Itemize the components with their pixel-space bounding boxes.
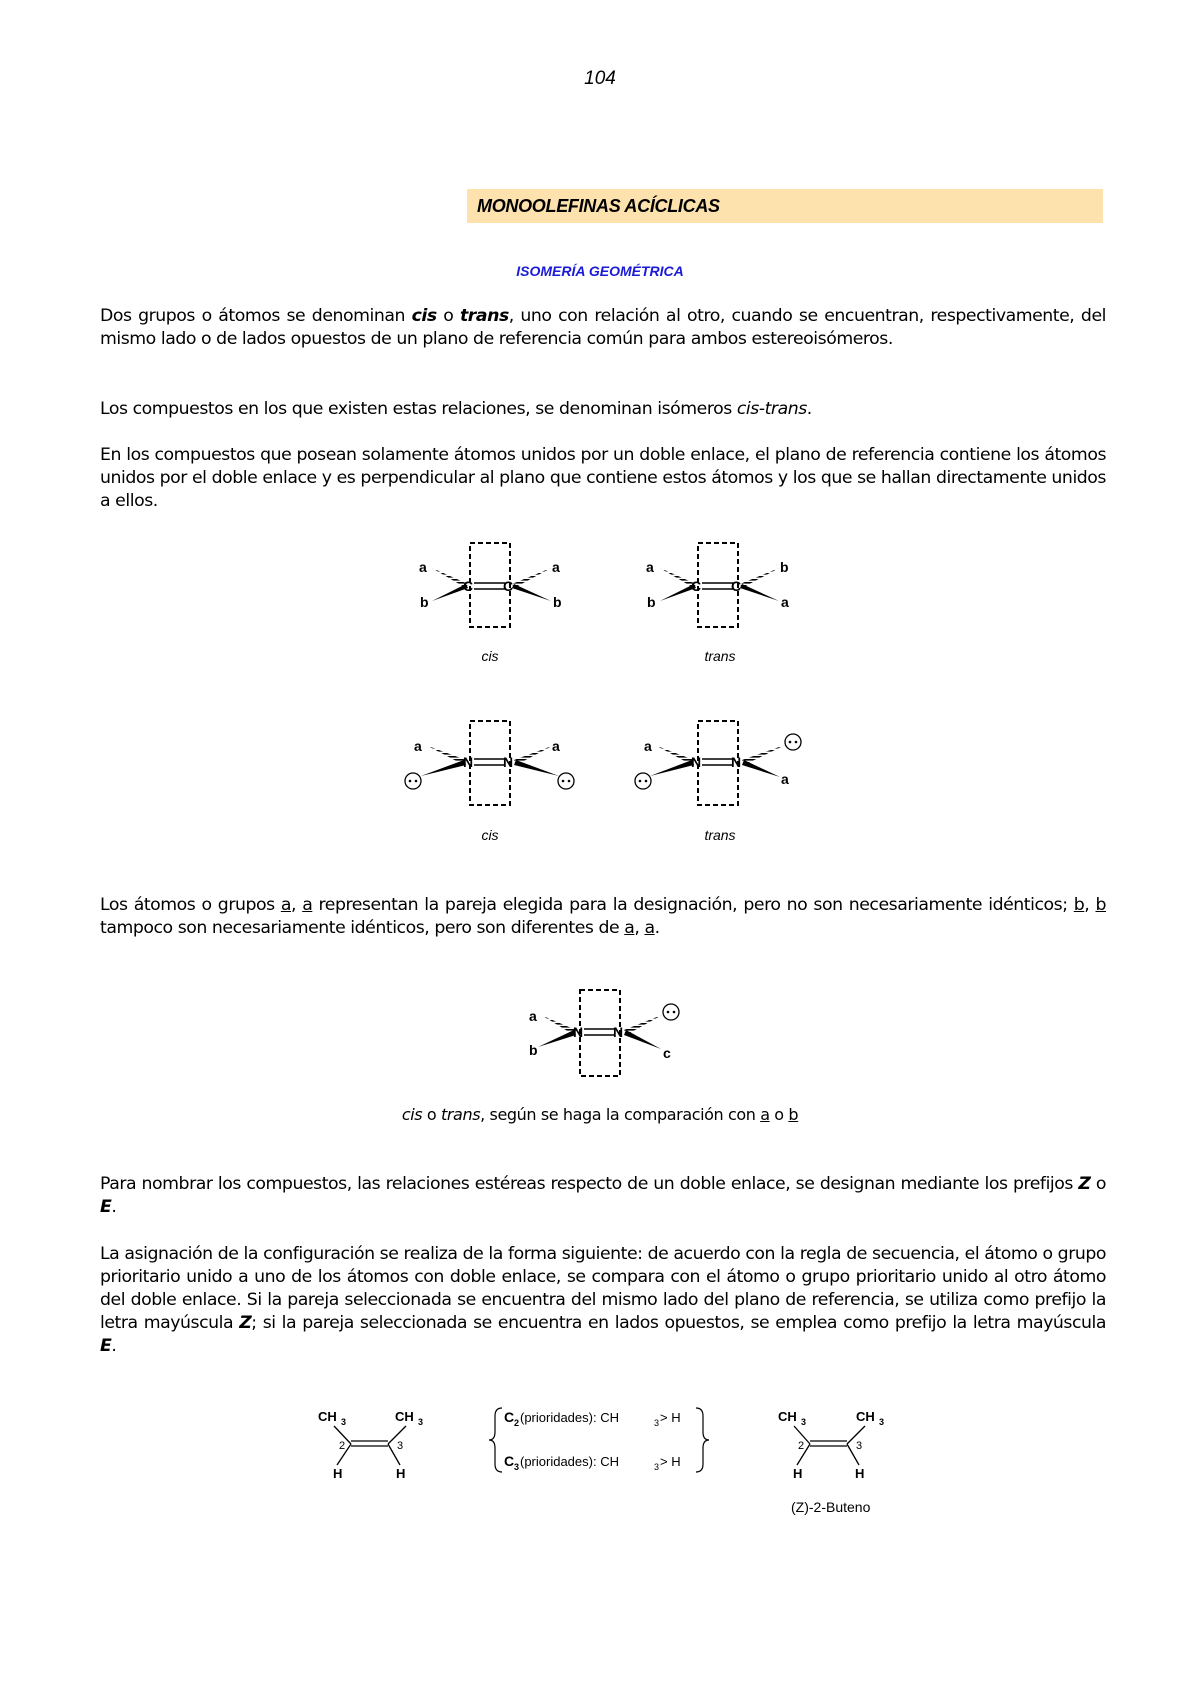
underlined-a: a	[624, 918, 635, 938]
butene-diagram	[300, 1390, 920, 1530]
text: tampoco son necesariamente idénticos, pero son diferentes de	[100, 918, 625, 938]
text: (prioridades): CH	[520, 1454, 619, 1469]
text: > H	[660, 1454, 681, 1469]
text: 3	[341, 1417, 347, 1427]
paragraph-assignment	[100, 1243, 1106, 1358]
text: C	[504, 1453, 515, 1469]
substituent-b: b	[647, 594, 656, 610]
text: 2	[339, 1440, 346, 1452]
text: > H	[660, 1410, 681, 1425]
text: ; si la pareja seleccionada se encuentra en lados opuestos, se emplea como prefijo la letra mayúscula	[251, 1313, 1106, 1333]
lone-pair-dot	[639, 780, 642, 783]
page-number: 104	[584, 68, 616, 89]
text: H	[396, 1466, 406, 1481]
text: Dos grupos o átomos se denominan	[100, 306, 412, 326]
text: H	[855, 1466, 865, 1481]
underlined-a: a	[760, 1105, 770, 1124]
text: , uno con relación al otro, cuando se encuentran, respectivamente, del mismo lado o de lados opuestos de un plano de referencia común para ambos estereoisómeros.	[100, 306, 1106, 349]
atom-c: C	[463, 578, 474, 594]
atom-n: N	[613, 1024, 624, 1040]
text: 3	[397, 1440, 404, 1452]
underlined-a: a	[644, 918, 655, 938]
text: 3	[514, 1462, 520, 1472]
text: CH	[395, 1409, 414, 1424]
text: CH	[318, 1409, 337, 1424]
diagram-trans-cc	[660, 543, 779, 627]
lone-pair-dot	[415, 780, 418, 783]
text: .	[806, 399, 812, 419]
term-trans: trans	[460, 306, 509, 326]
atom-n: N	[573, 1024, 584, 1040]
substituent-a: a	[552, 559, 560, 575]
text: Los átomos o grupos	[100, 895, 281, 915]
text: 2	[798, 1440, 805, 1452]
text: trans	[441, 1105, 481, 1124]
text: , según se haga la comparación con	[480, 1105, 761, 1124]
text: CH	[856, 1409, 875, 1424]
butene-structure-left	[318, 1409, 423, 1481]
text: representan la pareja elegida para la designación, pero no son necesariamente idénticos;	[312, 895, 1074, 915]
text: .	[111, 1336, 117, 1356]
text: 3	[801, 1417, 807, 1427]
text: Para nombrar los compuestos, las relaciones estéreas respecto de un doble enlace, se designan mediante los prefijos	[100, 1174, 1079, 1194]
text: 3	[879, 1417, 885, 1427]
substituent-a: a	[781, 594, 789, 610]
label-cis: cis	[481, 648, 499, 664]
substituent-a: a	[646, 559, 654, 575]
text: 2	[514, 1418, 520, 1428]
label-trans: trans	[704, 648, 736, 664]
substituent-a: a	[419, 559, 427, 575]
underlined-a: a	[280, 895, 291, 915]
text: La asignación de la configuración se realiza de la forma siguiente: de acuerdo con la regla de secuencia, el átomo o grupo prioritario unido a uno de los átomos con doble enlace, se compara con el átomo o grupo prioritario unido al otro átomo del doble enlace. Si la pareja seleccionada se encuentra del mismo lado del plano de referencia, se utiliza como prefijo la letra mayúscula	[100, 1244, 1106, 1333]
text: o	[1090, 1174, 1107, 1194]
text: o	[436, 306, 460, 326]
text: H	[793, 1466, 803, 1481]
text: ,	[290, 895, 303, 915]
text: 3	[418, 1417, 424, 1427]
text: 3	[654, 1418, 660, 1428]
paragraph-prefixes	[100, 1173, 1106, 1219]
text: 3	[654, 1462, 660, 1472]
substituent-a: a	[781, 771, 789, 787]
label-cis: cis	[481, 827, 499, 843]
label-trans: trans	[704, 827, 736, 843]
paragraph-definition	[100, 305, 1106, 351]
lone-pair-dot	[645, 780, 648, 783]
text: 3	[856, 1440, 863, 1452]
substituent-a: a	[529, 1008, 537, 1024]
prefix-e: E	[100, 1197, 112, 1217]
atom-n: N	[731, 754, 742, 770]
geometric-isomer-diagrams	[0, 530, 1200, 860]
lone-pair-dot	[562, 780, 565, 783]
text: o	[769, 1105, 789, 1124]
lone-pair-dot	[409, 780, 412, 783]
substituent-c: c	[663, 1045, 671, 1061]
substituent-b: b	[553, 594, 562, 610]
text: H	[333, 1466, 343, 1481]
underlined-b: b	[1095, 895, 1106, 915]
term-cis-trans: cis-trans	[736, 399, 807, 419]
diagram-cis-nn	[405, 721, 574, 805]
atom-c: C	[691, 578, 702, 594]
subsection-title: ISOMERÍA GEOMÉTRICA	[516, 263, 684, 279]
priority-braces	[489, 1408, 709, 1472]
substituent-b: b	[420, 594, 429, 610]
paragraph-pair-note	[100, 894, 1106, 940]
text: ,	[1084, 895, 1096, 915]
atom-n: N	[503, 754, 514, 770]
atom-n: N	[463, 754, 474, 770]
section-title: MONOOLEFINAS ACÍCLICAS	[467, 189, 1103, 223]
diagram-nn-abc	[500, 980, 720, 1080]
prefix-e: E	[100, 1336, 112, 1356]
paragraph-cis-trans	[100, 398, 1106, 421]
atom-n: N	[691, 754, 702, 770]
text: o	[422, 1105, 441, 1124]
text: C	[504, 1409, 515, 1425]
paragraph-reference-plane: En los compuestos que posean solamente átomos unidos por un doble enlace, el plano de referencia contiene los átomos unidos por el doble enlace y es perpendicular al plano que contiene estos átomos y los que se hallan directamente unidos a ellos.	[100, 445, 1106, 511]
compound-name: (Z)-2-Buteno	[791, 1499, 871, 1515]
diagram-trans-nn	[635, 721, 801, 805]
substituent-a: a	[644, 738, 652, 754]
text: CH	[778, 1409, 797, 1424]
text: cis	[401, 1105, 423, 1124]
text: Los compuestos en los que existen estas relaciones, se denominan isómeros	[100, 399, 737, 419]
atom-c: C	[503, 578, 514, 594]
lone-pair-dot	[789, 741, 792, 744]
substituent-a: a	[414, 738, 422, 754]
underlined-b: b	[1073, 895, 1085, 915]
substituent-b: b	[529, 1042, 538, 1058]
text: .	[111, 1197, 117, 1217]
text: ,	[634, 918, 645, 938]
prefix-z: Z	[239, 1313, 252, 1333]
substituent-a: a	[552, 738, 560, 754]
substituent-b: b	[780, 559, 789, 575]
underlined-a: a	[302, 895, 313, 915]
atom-c: C	[731, 578, 742, 594]
underlined-b: b	[788, 1105, 799, 1124]
lone-pair-dot	[795, 741, 798, 744]
diagram-cis-cc	[432, 543, 551, 627]
text: (prioridades): CH	[520, 1410, 619, 1425]
term-cis: cis	[411, 306, 437, 326]
lone-pair-dot	[568, 780, 571, 783]
diagram-caption	[0, 1105, 1200, 1124]
prefix-z: Z	[1078, 1174, 1091, 1194]
butene-structure-right	[778, 1409, 884, 1515]
text: .	[654, 918, 660, 938]
